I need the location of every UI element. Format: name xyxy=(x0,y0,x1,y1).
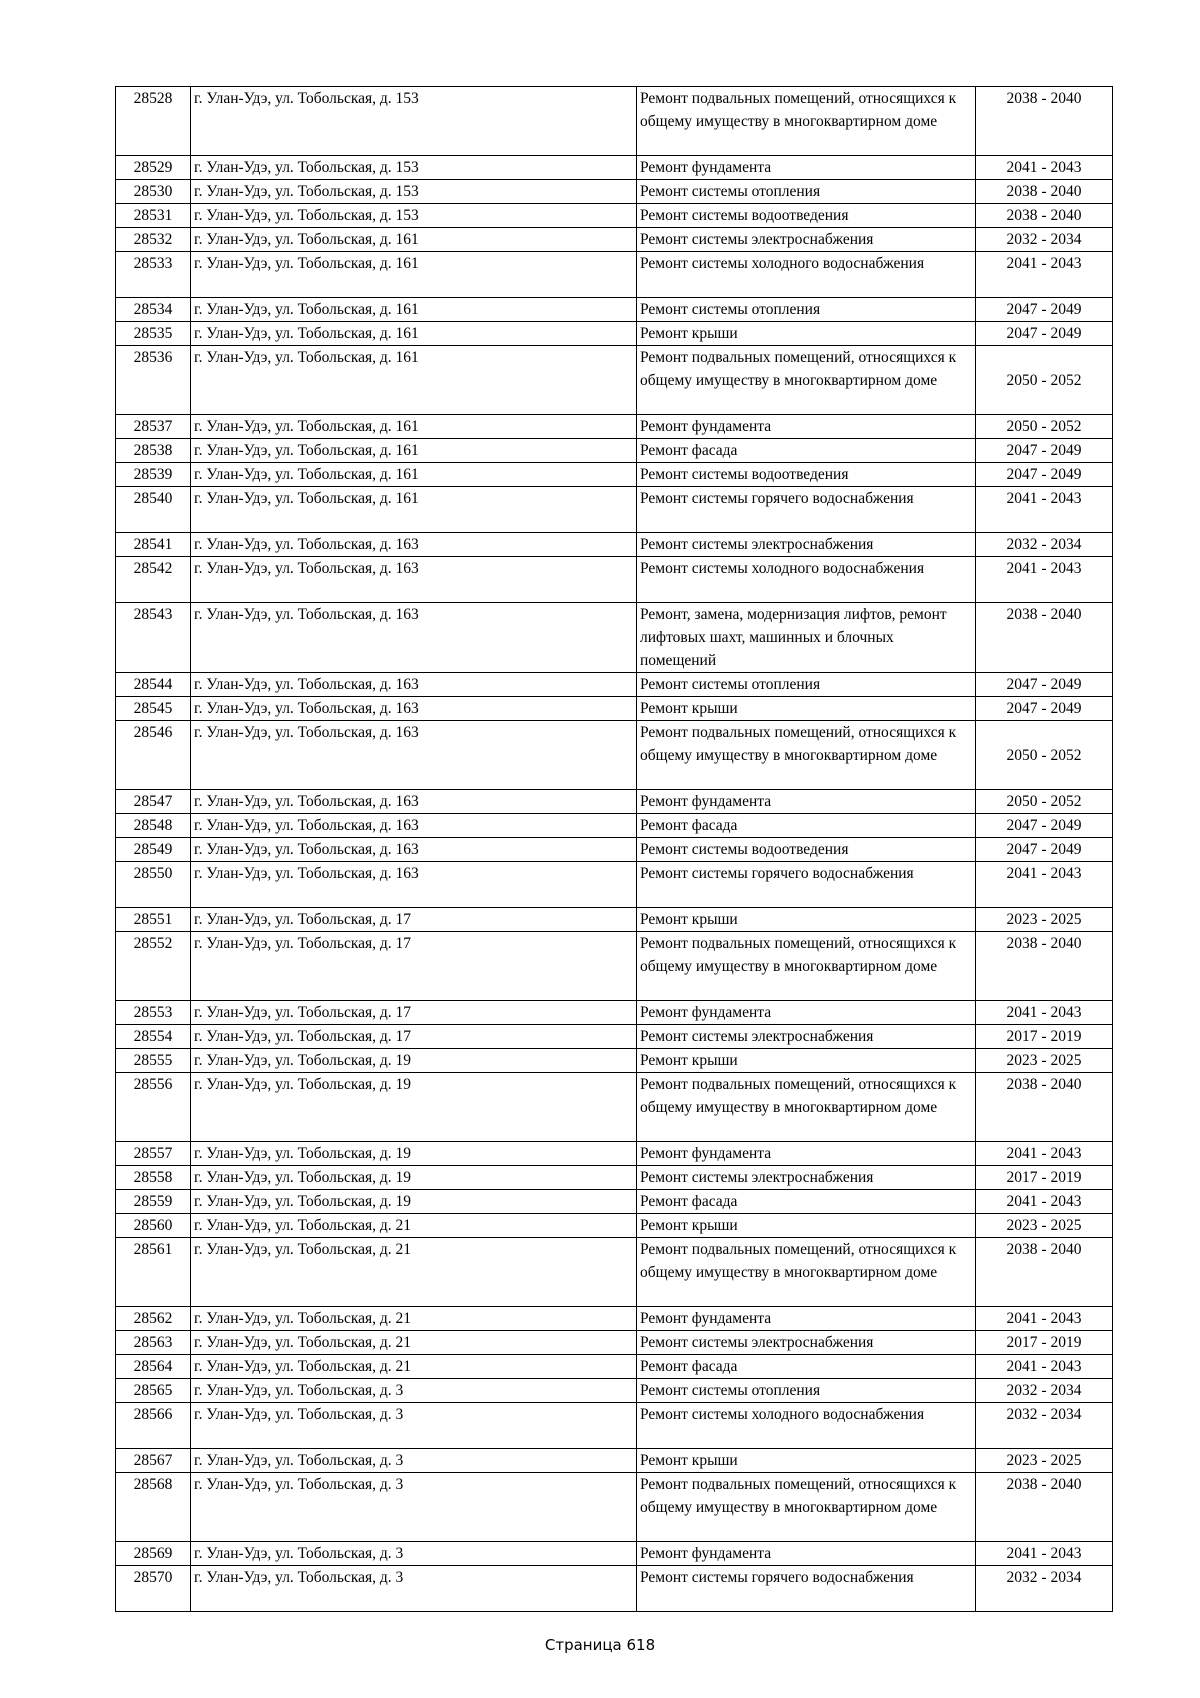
cell-address: г. Улан-Удэ, ул. Тобольская, д. 163 xyxy=(191,721,637,790)
cell-period: 2038 - 2040 xyxy=(976,603,1113,673)
cell-work-type: Ремонт системы водоотведения xyxy=(637,838,976,862)
cell-number: 28562 xyxy=(116,1307,191,1331)
table-row xyxy=(116,1190,1113,1214)
cell-work-type: Ремонт системы холодного водоснабжения xyxy=(637,1403,976,1449)
cell-work-type: Ремонт системы электроснабжения xyxy=(637,1025,976,1049)
cell-number: 28549 xyxy=(116,838,191,862)
cell-period: 2041 - 2043 xyxy=(976,1001,1113,1025)
cell-number: 28543 xyxy=(116,603,191,673)
cell-address: г. Улан-Удэ, ул. Тобольская, д. 19 xyxy=(191,1190,637,1214)
cell-work-type: Ремонт фасада xyxy=(637,1190,976,1214)
cell-period: 2047 - 2049 xyxy=(976,673,1113,697)
cell-work-type: Ремонт системы отопления xyxy=(637,180,976,204)
table-row xyxy=(116,415,1113,439)
cell-period: 2017 - 2019 xyxy=(976,1331,1113,1355)
table-row xyxy=(116,204,1113,228)
cell-work-type: Ремонт подвальных помещений, относящихся к общему имуществу в многоквартирном доме xyxy=(637,1073,976,1142)
table-row xyxy=(116,862,1113,908)
cell-address: г. Улан-Удэ, ул. Тобольская, д. 161 xyxy=(191,298,637,322)
page-number: Страница 618 xyxy=(544,1636,656,1654)
cell-work-type: Ремонт системы горячего водоснабжения xyxy=(637,1566,976,1612)
table-row xyxy=(116,1001,1113,1025)
table-row xyxy=(116,1142,1113,1166)
cell-period: 2047 - 2049 xyxy=(976,697,1113,721)
cell-address: г. Улан-Удэ, ул. Тобольская, д. 3 xyxy=(191,1542,637,1566)
cell-address: г. Улан-Удэ, ул. Тобольская, д. 161 xyxy=(191,439,637,463)
table-row xyxy=(116,814,1113,838)
table-row xyxy=(116,1449,1113,1473)
table-row xyxy=(116,180,1113,204)
cell-work-type: Ремонт системы холодного водоснабжения xyxy=(637,557,976,603)
table-row xyxy=(116,697,1113,721)
cell-address: г. Улан-Удэ, ул. Тобольская, д. 21 xyxy=(191,1238,637,1307)
cell-period: 2047 - 2049 xyxy=(976,814,1113,838)
cell-work-type: Ремонт подвальных помещений, относящихся к общему имуществу в многоквартирном доме xyxy=(637,721,976,790)
cell-address: г. Улан-Удэ, ул. Тобольская, д. 21 xyxy=(191,1331,637,1355)
table-row xyxy=(116,838,1113,862)
table-row xyxy=(116,721,1113,790)
table-row xyxy=(116,932,1113,1001)
table-row xyxy=(116,346,1113,415)
cell-number: 28563 xyxy=(116,1331,191,1355)
cell-work-type: Ремонт подвальных помещений, относящихся к общему имуществу в многоквартирном доме xyxy=(637,87,976,156)
cell-number: 28565 xyxy=(116,1379,191,1403)
cell-address: г. Улан-Удэ, ул. Тобольская, д. 3 xyxy=(191,1403,637,1449)
table-row xyxy=(116,1331,1113,1355)
cell-address: г. Улан-Удэ, ул. Тобольская, д. 153 xyxy=(191,180,637,204)
cell-number: 28534 xyxy=(116,298,191,322)
cell-period: 2017 - 2019 xyxy=(976,1166,1113,1190)
cell-period: 2038 - 2040 xyxy=(976,1073,1113,1142)
cell-work-type: Ремонт фундамента xyxy=(637,1142,976,1166)
cell-work-type: Ремонт крыши xyxy=(637,1449,976,1473)
cell-number: 28566 xyxy=(116,1403,191,1449)
table-row xyxy=(116,439,1113,463)
table-row xyxy=(116,156,1113,180)
table-row xyxy=(116,463,1113,487)
cell-work-type: Ремонт системы водоотведения xyxy=(637,463,976,487)
cell-address: г. Улан-Удэ, ул. Тобольская, д. 19 xyxy=(191,1049,637,1073)
cell-period: 2041 - 2043 xyxy=(976,1355,1113,1379)
cell-address: г. Улан-Удэ, ул. Тобольская, д. 19 xyxy=(191,1142,637,1166)
cell-period: 2041 - 2043 xyxy=(976,156,1113,180)
table-row xyxy=(116,487,1113,533)
cell-period: 2041 - 2043 xyxy=(976,1190,1113,1214)
cell-period: 2038 - 2040 xyxy=(976,180,1113,204)
cell-work-type: Ремонт системы холодного водоснабжения xyxy=(637,252,976,298)
cell-address: г. Улан-Удэ, ул. Тобольская, д. 161 xyxy=(191,463,637,487)
cell-period: 2023 - 2025 xyxy=(976,1214,1113,1238)
cell-work-type: Ремонт, замена, модернизация лифтов, ремонт лифтовых шахт, машинных и блочных помещений xyxy=(637,603,976,673)
cell-period: 2041 - 2043 xyxy=(976,1142,1113,1166)
cell-work-type: Ремонт системы горячего водоснабжения xyxy=(637,487,976,533)
cell-address: г. Улан-Удэ, ул. Тобольская, д. 161 xyxy=(191,487,637,533)
cell-period: 2050 - 2052 xyxy=(976,415,1113,439)
table-row xyxy=(116,1379,1113,1403)
cell-address: г. Улан-Удэ, ул. Тобольская, д. 3 xyxy=(191,1473,637,1542)
cell-number: 28570 xyxy=(116,1566,191,1612)
cell-address: г. Улан-Удэ, ул. Тобольская, д. 163 xyxy=(191,814,637,838)
cell-period: 2017 - 2019 xyxy=(976,1025,1113,1049)
cell-number: 28568 xyxy=(116,1473,191,1542)
table-row xyxy=(116,228,1113,252)
cell-address: г. Улан-Удэ, ул. Тобольская, д. 163 xyxy=(191,603,637,673)
cell-work-type: Ремонт фасада xyxy=(637,1355,976,1379)
cell-work-type: Ремонт подвальных помещений, относящихся к общему имуществу в многоквартирном доме xyxy=(637,1238,976,1307)
table-row xyxy=(116,1049,1113,1073)
cell-work-type: Ремонт подвальных помещений, относящихся к общему имуществу в многоквартирном доме xyxy=(637,346,976,415)
cell-address: г. Улан-Удэ, ул. Тобольская, д. 17 xyxy=(191,932,637,1001)
table-row xyxy=(116,673,1113,697)
table-row xyxy=(116,908,1113,932)
cell-address: г. Улан-Удэ, ул. Тобольская, д. 161 xyxy=(191,415,637,439)
cell-work-type: Ремонт системы электроснабжения xyxy=(637,533,976,557)
table-row xyxy=(116,603,1113,673)
cell-number: 28535 xyxy=(116,322,191,346)
table-row xyxy=(116,1542,1113,1566)
cell-work-type: Ремонт фундамента xyxy=(637,1307,976,1331)
table-row xyxy=(116,322,1113,346)
cell-number: 28559 xyxy=(116,1190,191,1214)
cell-address: г. Улан-Удэ, ул. Тобольская, д. 153 xyxy=(191,204,637,228)
cell-work-type: Ремонт системы отопления xyxy=(637,298,976,322)
cell-work-type: Ремонт системы электроснабжения xyxy=(637,228,976,252)
cell-number: 28564 xyxy=(116,1355,191,1379)
cell-work-type: Ремонт крыши xyxy=(637,1049,976,1073)
cell-address: г. Улан-Удэ, ул. Тобольская, д. 17 xyxy=(191,908,637,932)
cell-period: 2041 - 2043 xyxy=(976,252,1113,298)
table-row xyxy=(116,790,1113,814)
cell-address: г. Улан-Удэ, ул. Тобольская, д. 3 xyxy=(191,1566,637,1612)
cell-address: г. Улан-Удэ, ул. Тобольская, д. 163 xyxy=(191,697,637,721)
cell-number: 28539 xyxy=(116,463,191,487)
cell-period: 2032 - 2034 xyxy=(976,1403,1113,1449)
cell-work-type: Ремонт системы водоотведения xyxy=(637,204,976,228)
cell-work-type: Ремонт системы отопления xyxy=(637,1379,976,1403)
cell-period: 2032 - 2034 xyxy=(976,533,1113,557)
cell-address: г. Улан-Удэ, ул. Тобольская, д. 21 xyxy=(191,1307,637,1331)
cell-number: 28542 xyxy=(116,557,191,603)
cell-work-type: Ремонт подвальных помещений, относящихся к общему имуществу в многоквартирном доме xyxy=(637,1473,976,1542)
cell-period: 2047 - 2049 xyxy=(976,463,1113,487)
cell-number: 28553 xyxy=(116,1001,191,1025)
cell-address: г. Улан-Удэ, ул. Тобольская, д. 21 xyxy=(191,1214,637,1238)
table-body xyxy=(116,87,1113,1612)
cell-address: г. Улан-Удэ, ул. Тобольская, д. 19 xyxy=(191,1166,637,1190)
cell-number: 28540 xyxy=(116,487,191,533)
cell-period: 2041 - 2043 xyxy=(976,557,1113,603)
cell-work-type: Ремонт фундамента xyxy=(637,156,976,180)
cell-address: г. Улан-Удэ, ул. Тобольская, д. 163 xyxy=(191,838,637,862)
cell-address: г. Улан-Удэ, ул. Тобольская, д. 161 xyxy=(191,228,637,252)
cell-address: г. Улан-Удэ, ул. Тобольская, д. 17 xyxy=(191,1001,637,1025)
cell-number: 28556 xyxy=(116,1073,191,1142)
cell-number: 28531 xyxy=(116,204,191,228)
cell-period: 2050 - 2052 xyxy=(976,346,1113,415)
cell-address: г. Улан-Удэ, ул. Тобольская, д. 153 xyxy=(191,156,637,180)
cell-work-type: Ремонт системы электроснабжения xyxy=(637,1331,976,1355)
cell-address: г. Улан-Удэ, ул. Тобольская, д. 3 xyxy=(191,1449,637,1473)
cell-number: 28528 xyxy=(116,87,191,156)
cell-work-type: Ремонт подвальных помещений, относящихся к общему имуществу в многоквартирном доме xyxy=(637,932,976,1001)
table-row xyxy=(116,1473,1113,1542)
cell-number: 28554 xyxy=(116,1025,191,1049)
cell-number: 28544 xyxy=(116,673,191,697)
cell-period: 2047 - 2049 xyxy=(976,322,1113,346)
cell-period: 2038 - 2040 xyxy=(976,1238,1113,1307)
cell-address: г. Улан-Удэ, ул. Тобольская, д. 19 xyxy=(191,1073,637,1142)
cell-number: 28545 xyxy=(116,697,191,721)
cell-period: 2047 - 2049 xyxy=(976,439,1113,463)
table-row xyxy=(116,298,1113,322)
cell-number: 28538 xyxy=(116,439,191,463)
table-row xyxy=(116,557,1113,603)
table-row xyxy=(116,1403,1113,1449)
cell-address: г. Улан-Удэ, ул. Тобольская, д. 163 xyxy=(191,790,637,814)
cell-work-type: Ремонт фундамента xyxy=(637,1542,976,1566)
cell-period: 2038 - 2040 xyxy=(976,87,1113,156)
cell-number: 28533 xyxy=(116,252,191,298)
cell-work-type: Ремонт системы электроснабжения xyxy=(637,1166,976,1190)
table-row xyxy=(116,533,1113,557)
cell-period: 2038 - 2040 xyxy=(976,1473,1113,1542)
cell-period: 2038 - 2040 xyxy=(976,932,1113,1001)
cell-work-type: Ремонт системы отопления xyxy=(637,673,976,697)
cell-period: 2023 - 2025 xyxy=(976,1449,1113,1473)
cell-work-type: Ремонт фасада xyxy=(637,814,976,838)
cell-number: 28569 xyxy=(116,1542,191,1566)
cell-period: 2041 - 2043 xyxy=(976,487,1113,533)
cell-work-type: Ремонт крыши xyxy=(637,1214,976,1238)
cell-number: 28548 xyxy=(116,814,191,838)
cell-number: 28529 xyxy=(116,156,191,180)
cell-address: г. Улан-Удэ, ул. Тобольская, д. 163 xyxy=(191,533,637,557)
cell-period: 2050 - 2052 xyxy=(976,790,1113,814)
cell-period: 2023 - 2025 xyxy=(976,1049,1113,1073)
cell-address: г. Улан-Удэ, ул. Тобольская, д. 153 xyxy=(191,87,637,156)
cell-period: 2047 - 2049 xyxy=(976,298,1113,322)
cell-work-type: Ремонт крыши xyxy=(637,697,976,721)
cell-address: г. Улан-Удэ, ул. Тобольская, д. 17 xyxy=(191,1025,637,1049)
cell-number: 28561 xyxy=(116,1238,191,1307)
cell-address: г. Улан-Удэ, ул. Тобольская, д. 161 xyxy=(191,252,637,298)
table-row xyxy=(116,87,1113,156)
table-row xyxy=(116,1307,1113,1331)
cell-number: 28536 xyxy=(116,346,191,415)
cell-number: 28552 xyxy=(116,932,191,1001)
cell-period: 2041 - 2043 xyxy=(976,1307,1113,1331)
cell-work-type: Ремонт фундамента xyxy=(637,415,976,439)
cell-address: г. Улан-Удэ, ул. Тобольская, д. 3 xyxy=(191,1379,637,1403)
cell-number: 28530 xyxy=(116,180,191,204)
cell-number: 28558 xyxy=(116,1166,191,1190)
cell-work-type: Ремонт системы горячего водоснабжения xyxy=(637,862,976,908)
cell-number: 28546 xyxy=(116,721,191,790)
cell-number: 28537 xyxy=(116,415,191,439)
cell-period: 2032 - 2034 xyxy=(976,1379,1113,1403)
table-row xyxy=(116,1214,1113,1238)
cell-work-type: Ремонт фундамента xyxy=(637,790,976,814)
table-row xyxy=(116,252,1113,298)
cell-number: 28547 xyxy=(116,790,191,814)
cell-period: 2032 - 2034 xyxy=(976,1566,1113,1612)
cell-work-type: Ремонт фундамента xyxy=(637,1001,976,1025)
cell-period: 2023 - 2025 xyxy=(976,908,1113,932)
cell-number: 28551 xyxy=(116,908,191,932)
cell-period: 2050 - 2052 xyxy=(976,721,1113,790)
cell-period: 2041 - 2043 xyxy=(976,1542,1113,1566)
cell-number: 28550 xyxy=(116,862,191,908)
cell-period: 2038 - 2040 xyxy=(976,204,1113,228)
cell-work-type: Ремонт фасада xyxy=(637,439,976,463)
cell-address: г. Улан-Удэ, ул. Тобольская, д. 21 xyxy=(191,1355,637,1379)
table-row xyxy=(116,1025,1113,1049)
cell-address: г. Улан-Удэ, ул. Тобольская, д. 163 xyxy=(191,862,637,908)
cell-address: г. Улан-Удэ, ул. Тобольская, д. 163 xyxy=(191,673,637,697)
cell-period: 2047 - 2049 xyxy=(976,838,1113,862)
cell-address: г. Улан-Удэ, ул. Тобольская, д. 161 xyxy=(191,322,637,346)
table-row xyxy=(116,1166,1113,1190)
cell-period: 2041 - 2043 xyxy=(976,862,1113,908)
repair-schedule-table xyxy=(115,86,1113,1612)
table-row xyxy=(116,1566,1113,1612)
table-row xyxy=(116,1355,1113,1379)
cell-period: 2032 - 2034 xyxy=(976,228,1113,252)
cell-number: 28541 xyxy=(116,533,191,557)
cell-address: г. Улан-Удэ, ул. Тобольская, д. 161 xyxy=(191,346,637,415)
cell-number: 28560 xyxy=(116,1214,191,1238)
cell-work-type: Ремонт крыши xyxy=(637,322,976,346)
table-row xyxy=(116,1073,1113,1142)
cell-number: 28557 xyxy=(116,1142,191,1166)
cell-number: 28555 xyxy=(116,1049,191,1073)
cell-work-type: Ремонт крыши xyxy=(637,908,976,932)
cell-address: г. Улан-Удэ, ул. Тобольская, д. 163 xyxy=(191,557,637,603)
table-row xyxy=(116,1238,1113,1307)
cell-number: 28532 xyxy=(116,228,191,252)
cell-number: 28567 xyxy=(116,1449,191,1473)
